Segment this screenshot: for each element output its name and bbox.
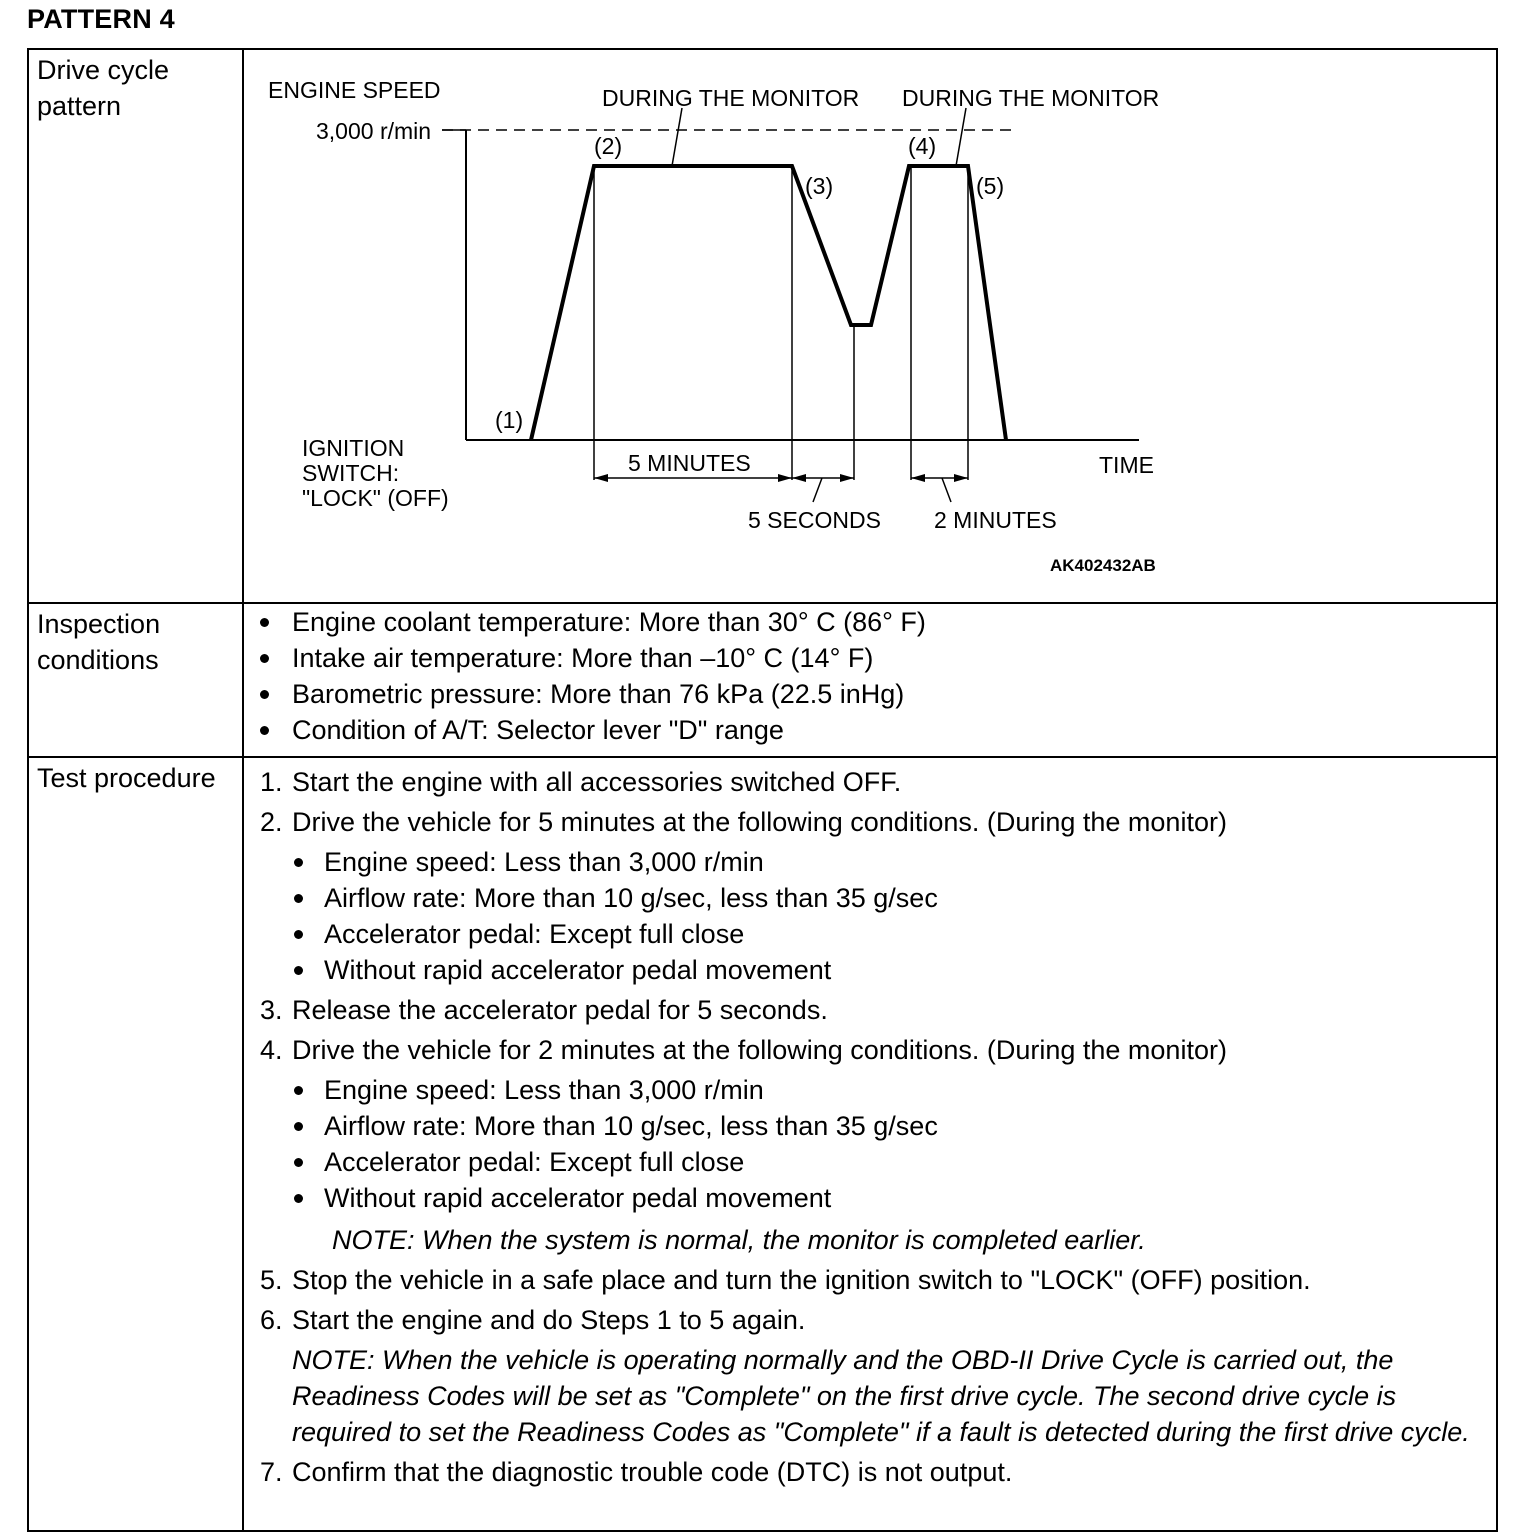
sub-text: Accelerator pedal: Except full close [324, 919, 745, 949]
step-text: Start the engine with all accessories switched OFF. [292, 767, 902, 797]
point-label-5: (5) [976, 173, 1005, 199]
leader-monitor1 [672, 108, 682, 166]
step-number: 3. [260, 995, 283, 1025]
test-label: Test procedure [28, 757, 243, 1531]
step-2 [244, 804, 1496, 840]
sub-item [244, 1144, 1496, 1180]
speed-profile [531, 166, 1006, 440]
step-4 [244, 1032, 1496, 1068]
bullet-icon [294, 1122, 303, 1131]
inspection-text: Barometric pressure: More than 76 kPa (22.5 inHg) [292, 679, 905, 709]
monitor-label-2: DURING THE MONITOR [902, 85, 1160, 111]
step-7 [244, 1454, 1496, 1490]
sub-text: Airflow rate: More than 10 g/sec, less than 35 g/sec [324, 883, 938, 913]
step-number: 5. [260, 1265, 283, 1295]
inspection-label: Inspection conditions [28, 603, 243, 757]
step-text: Release the accelerator pedal for 5 seconds. [292, 995, 828, 1025]
arrow-5min-r [778, 474, 792, 482]
bullet-icon [294, 894, 303, 903]
drive-cycle-svg [244, 50, 1506, 600]
drive-cycle-diagram [244, 50, 1506, 600]
point-label-2: (2) [594, 133, 623, 159]
inspection-list [244, 604, 1496, 748]
bullet-icon [294, 1194, 303, 1203]
sub-item [244, 1108, 1496, 1144]
five-minutes-label: 5 MINUTES [628, 450, 751, 476]
two-minutes-label: 2 MINUTES [934, 507, 1057, 533]
step-text: Confirm that the diagnostic trouble code (DTC) is not output. [292, 1457, 1013, 1487]
step-number: 4. [260, 1035, 283, 1065]
figure-id: AK402432AB [1050, 556, 1156, 575]
arrow-5sec-l [792, 474, 806, 482]
inspection-text: Condition of A/T: Selector lever "D" range [292, 715, 784, 745]
test-row [28, 757, 1497, 1531]
step-text: Drive the vehicle for 5 minutes at the following conditions. (During the monitor) [292, 807, 1227, 837]
drive-cycle-label: Drive cycle pattern [28, 49, 243, 603]
list-item [244, 712, 1496, 748]
leader-5sec [813, 478, 822, 502]
leader-monitor2 [956, 108, 966, 166]
ignition-label-1: IGNITION [302, 435, 405, 461]
bullet-icon [260, 618, 269, 627]
step-text: Start the engine and do Steps 1 to 5 again. [292, 1305, 806, 1335]
point-label-3: (3) [805, 173, 834, 199]
bullet-icon [294, 966, 303, 975]
sub-item [244, 880, 1496, 916]
point-label-4: (4) [908, 133, 937, 159]
engine-speed-label: ENGINE SPEED [268, 77, 441, 103]
sub-item [244, 916, 1496, 952]
drive-cycle-table [27, 48, 1498, 1532]
step-5 [244, 1262, 1496, 1298]
point-label-1: (1) [495, 407, 524, 433]
bullet-icon [294, 1086, 303, 1095]
bullet-icon [294, 1158, 303, 1167]
five-seconds-label: 5 SECONDS [748, 507, 881, 533]
sub-text: Engine speed: Less than 3,000 r/min [324, 1075, 764, 1105]
sub-text: Airflow rate: More than 10 g/sec, less than 35 g/sec [324, 1111, 938, 1141]
drive-cycle-row [28, 49, 1497, 603]
list-item [244, 676, 1496, 712]
sub-item [244, 952, 1496, 988]
ignition-label-3: "LOCK" (OFF) [302, 485, 449, 511]
arrow-2min-r [954, 474, 968, 482]
bullet-icon [260, 726, 269, 735]
test-cell [243, 757, 1497, 1531]
note-readiness-codes: NOTE: When the vehicle is operating normally and the OBD-II Drive Cycle is carried out, the Readiness Codes will be set as "Complete" on the first drive cycle. The second drive cycle is required to set the Readiness Codes as "Complete" if a fault is detected during the first drive cycle. [292, 1345, 1470, 1447]
time-label: TIME [1099, 452, 1154, 478]
step-number: 1. [260, 767, 283, 797]
note-system-normal: NOTE: When the system is normal, the monitor is completed earlier. [332, 1225, 1146, 1255]
sub-item [244, 844, 1496, 880]
sub-text: Without rapid accelerator pedal movement [324, 1183, 832, 1213]
step-text: Drive the vehicle for 2 minutes at the following conditions. (During the monitor) [292, 1035, 1227, 1065]
drive-cycle-cell [243, 49, 1497, 603]
sub-item [244, 1072, 1496, 1108]
list-item [244, 640, 1496, 676]
bullet-icon [260, 690, 269, 699]
step-number: 6. [260, 1305, 283, 1335]
step-6 [244, 1302, 1496, 1338]
ignition-label-2: SWITCH: [302, 460, 400, 486]
bullet-icon [260, 654, 269, 663]
inspection-text: Intake air temperature: More than –10° C (14° F) [292, 643, 874, 673]
sub-text: Engine speed: Less than 3,000 r/min [324, 847, 764, 877]
monitor-label-1: DURING THE MONITOR [602, 85, 860, 111]
list-item [244, 604, 1496, 640]
step-text: Stop the vehicle in a safe place and turn the ignition switch to "LOCK" (OFF) position. [292, 1265, 1311, 1295]
step-number: 2. [260, 807, 283, 837]
inspection-text: Engine coolant temperature: More than 30° C (86° F) [292, 607, 926, 637]
test-steps [244, 758, 1496, 1490]
step-1 [244, 764, 1496, 800]
page-title: PATTERN 4 [27, 4, 175, 34]
sub-item [244, 1180, 1496, 1216]
rpm-label: 3,000 r/min [316, 118, 432, 144]
inspection-row [28, 603, 1497, 757]
sub-text: Without rapid accelerator pedal movement [324, 955, 832, 985]
bullet-icon [294, 930, 303, 939]
arrow-5min-l [594, 474, 608, 482]
sub-text: Accelerator pedal: Except full close [324, 1147, 745, 1177]
step-number: 7. [260, 1457, 283, 1487]
inspection-cell [243, 603, 1497, 757]
bullet-icon [294, 858, 303, 867]
leader-2min [942, 478, 951, 502]
step-3 [244, 992, 1496, 1028]
arrow-2min-l [911, 474, 925, 482]
arrow-5sec-r [840, 474, 854, 482]
